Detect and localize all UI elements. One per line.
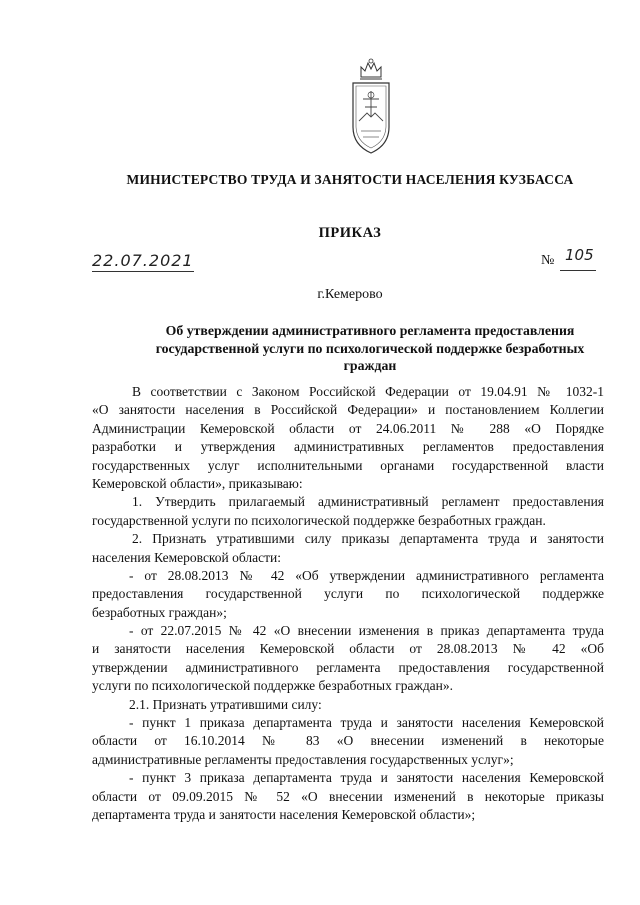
order-number: 105 (565, 246, 594, 264)
document-type: ПРИКАЗ (318, 225, 382, 241)
body-line: «О занятости населения в Российской Федерации» и постановлением Коллегии (92, 402, 604, 418)
body-line: - от 28.08.2013 № 42 «Об утверждении административного регламента (129, 567, 604, 583)
ministry-name: МИНИСТЕРСТВО ТРУДА И ЗАНЯТОСТИ НАСЕЛЕНИЯ КУЗБАССА (126, 172, 574, 187)
body-line: безработных граждан»; (92, 604, 227, 620)
number-underline (560, 270, 596, 271)
order-date: 22.07.2021 (92, 251, 194, 270)
body-line: разработки и утверждения административных регламентов предоставления (92, 439, 604, 455)
body-line: 2. Признать утратившими силу приказы департамента труда и занятости (132, 531, 604, 547)
title-line: Об утверждении административного регламента предоставления (165, 323, 575, 338)
body-line: - пункт 1 приказа департамента труда и занятости населения Кемеровской (129, 715, 604, 731)
body-line: области от 09.09.2015 № 52 «О внесении изменений в некоторые приказы (92, 788, 604, 804)
number-sign: № (541, 253, 555, 268)
order-title (95, 322, 640, 375)
body-line: и занятости населения Кемеровской области от 28.08.2013 № 42 «Об (92, 641, 604, 657)
body-line: административные регламенты предоставления государственных услуг»; (92, 751, 514, 767)
city: г.Кемерово (317, 287, 383, 302)
body-line: государственной услуги по психологической поддержке безработных граждан. (92, 512, 546, 528)
body-line: Кемеровской области», приказываю: (92, 475, 303, 491)
title-line: государственной услуги по психологической поддержке безработных (155, 340, 585, 356)
body-line: предоставления государственной услуги по психологической поддержке (92, 586, 604, 602)
body-line: услуги по психологической поддержке безработных граждан». (92, 678, 454, 694)
order-body (92, 383, 604, 824)
body-line: - от 22.07.2015 № 42 «О внесении изменения в приказ департамента труда (129, 623, 604, 639)
body-line: Администрации Кемеровской области от 24.06.2011 № 288 «О Порядке (92, 420, 604, 436)
body-line: населения Кемеровской области: (92, 549, 282, 565)
body-line: В соответствии с Законом Российской Федерации от 19.04.91 № 1032-1 (132, 384, 604, 399)
body-line: департамента труда и занятости населения Кемеровской области»; (92, 806, 476, 822)
body-line: области от 16.10.2014 № 83 «О внесении изменений в некоторые (92, 733, 604, 749)
body-line: - пункт 3 приказа департамента труда и занятости населения Кемеровской (129, 770, 604, 786)
body-line: государственных услуг исполнительными органами государственной власти (92, 457, 604, 473)
body-line: 1. Утвердить прилагаемый административный регламент предоставления (132, 494, 604, 510)
body-line: 2.1. Признать утратившими силу: (129, 696, 322, 712)
coat-of-arms-icon (347, 55, 395, 157)
body-line: утверждении административного регламента предоставления государственной (92, 659, 604, 675)
title-line: граждан (343, 358, 397, 373)
date-underline (92, 271, 194, 272)
